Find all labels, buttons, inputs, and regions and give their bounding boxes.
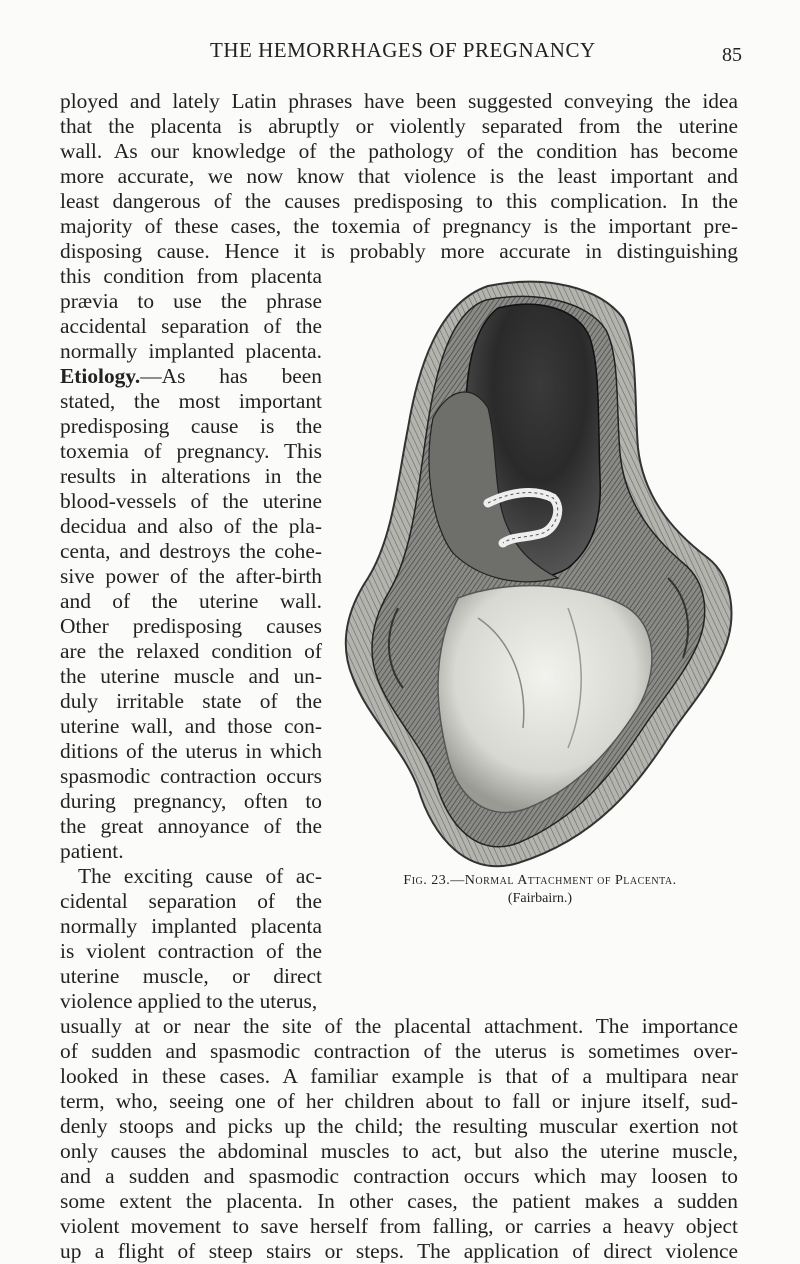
text-line: centa, and destroys the cohe- — [60, 539, 322, 563]
text-line: toxemia of pregnancy. This — [60, 439, 322, 463]
text-span: —As has been — [140, 364, 322, 388]
text-line: wall. As our knowledge of the pathology of the condition has become — [60, 139, 738, 163]
text-line: uterine wall, and those con- — [60, 714, 322, 738]
text-line: term, who, seeing one of her children about to fall or injure itself, sud- — [60, 1089, 738, 1113]
placenta-specimen-illustration — [338, 278, 738, 878]
section-heading: Etiology. — [60, 364, 141, 388]
text-line: uterine muscle, or direct — [60, 964, 322, 988]
caption-source: (Fairbairn.) — [507, 891, 573, 906]
text-line: stated, the most important — [60, 389, 322, 413]
text-line: patient. — [60, 839, 124, 863]
etiology-line — [60, 363, 322, 389]
text-line: only causes the abdominal muscles to act, but also the uterine muscle, — [60, 1139, 738, 1163]
text-line: usually at or near the site of the placental attachment. The importance — [60, 1014, 738, 1038]
text-line: majority of these cases, the toxemia of pregnancy is the important pre- — [60, 214, 738, 238]
text-line: during pregnancy, often to — [60, 789, 322, 813]
text-line: cidental separation of the — [60, 889, 322, 913]
text-line: violence applied to the uterus, — [60, 989, 318, 1013]
text-line: disposing cause. Hence it is probably more accurate in distinguishing — [60, 239, 738, 263]
text-line: least dangerous of the causes predisposing to this complication. In the — [60, 189, 738, 213]
text-line: prævia to use the phrase — [60, 289, 322, 313]
text-line: normally implanted placenta — [60, 914, 322, 938]
text-line: spasmodic contraction occurs — [60, 764, 322, 788]
text-line: the great annoyance of the — [60, 814, 322, 838]
text-line: are the relaxed condition of — [60, 639, 322, 663]
text-line: denly stoops and picks up the child; the resulting muscular exertion not — [60, 1114, 738, 1138]
text-line: results in alterations in the — [60, 464, 322, 488]
text-line: ditions of the uterus in which — [60, 739, 322, 763]
text-line: and of the uterine wall. — [60, 589, 322, 613]
text-line: The exciting cause of ac- — [78, 864, 322, 888]
text-line: Other predisposing causes — [60, 614, 322, 638]
text-line: ployed and lately Latin phrases have been suggested conveying the idea — [60, 89, 738, 113]
running-title: THE HEMORRHAGES OF PREGNANCY — [210, 38, 596, 62]
text-line: sive power of the after-birth — [60, 564, 322, 588]
figure-caption — [335, 872, 745, 908]
text-line: some extent the placenta. In other cases, the patient makes a sudden — [60, 1189, 738, 1213]
text-line: this condition from placenta — [60, 264, 322, 288]
text-line: the uterine muscle and un- — [60, 664, 322, 688]
specimen-drawing — [338, 278, 738, 878]
text-line: duly irritable state of the — [60, 689, 322, 713]
page-number: 85 — [722, 44, 742, 66]
text-line: is violent contraction of the — [60, 939, 322, 963]
text-line: of sudden and spasmodic contraction of the uterus is sometimes over- — [60, 1039, 738, 1063]
text-line: looked in these cases. A familiar example is that of a multipara near — [60, 1064, 738, 1088]
text-line: more accurate, we now know that violence is the least important and — [60, 164, 738, 188]
text-line: decidua and also of the pla- — [60, 514, 322, 538]
text-line: up a flight of steep stairs or steps. The application of direct violence — [60, 1239, 738, 1263]
text-line: predisposing cause is the — [60, 414, 322, 438]
text-line: normally implanted placenta. — [60, 339, 322, 363]
text-line: that the placenta is abruptly or violently separated from the uterine — [60, 114, 738, 138]
text-line: accidental separation of the — [60, 314, 322, 338]
caption-title: Fig. 23.—Normal Attachment of Placenta. — [403, 873, 677, 888]
text-line: and a sudden and spasmodic contraction occurs which may loosen to — [60, 1164, 738, 1188]
text-line: violent movement to save herself from falling, or carries a heavy object — [60, 1214, 738, 1238]
text-line: blood-vessels of the uterine — [60, 489, 322, 513]
